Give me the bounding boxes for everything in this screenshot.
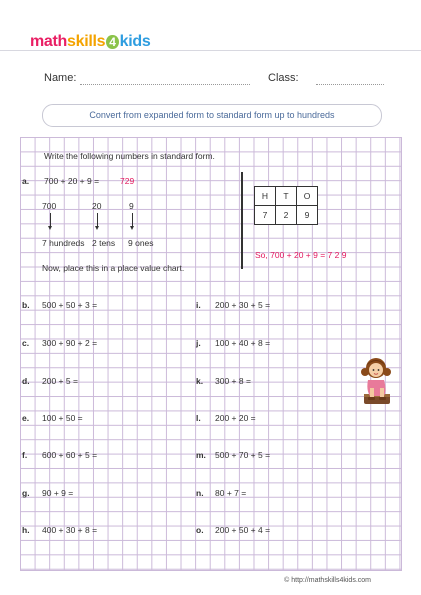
problem-label: j. bbox=[196, 338, 201, 348]
problem-expression: 100 + 40 + 8 = bbox=[215, 338, 271, 348]
class-label: Class: bbox=[268, 72, 299, 84]
expanded-part-hundreds: 700 bbox=[42, 201, 57, 211]
pv-digit-ones: 9 bbox=[297, 206, 318, 225]
pv-digit-hundreds: 7 bbox=[255, 206, 276, 225]
instruction-text: Write the following numbers in standard form. bbox=[44, 151, 215, 161]
pv-header-ones: O bbox=[297, 187, 318, 206]
graph-paper-grid bbox=[20, 137, 402, 571]
logo-part-kids: kids bbox=[119, 33, 151, 50]
site-logo bbox=[30, 33, 150, 51]
class-field[interactable] bbox=[316, 84, 384, 85]
problem-expression: 200 + 50 + 4 = bbox=[215, 525, 271, 535]
problem-expression: 600 + 60 + 5 = bbox=[42, 450, 98, 460]
problem-expression: 200 + 5 = bbox=[42, 376, 78, 386]
expanded-part-tens: 20 bbox=[92, 201, 102, 211]
expanded-part-ones: 9 bbox=[129, 201, 134, 211]
problem-expression: 400 + 30 + 8 = bbox=[42, 525, 98, 535]
logo-part-math: math bbox=[30, 33, 68, 50]
problem-label: g. bbox=[22, 488, 30, 498]
problem-expression: 500 + 70 + 5 = bbox=[215, 450, 271, 460]
logo-part-four: 4 bbox=[106, 35, 118, 49]
problem-label: l. bbox=[196, 413, 201, 423]
word-hundreds: 7 hundreds bbox=[42, 238, 85, 248]
pv-header-tens: T bbox=[276, 187, 297, 206]
problem-label: h. bbox=[22, 525, 30, 535]
girl-illustration bbox=[356, 350, 396, 406]
problem-label: c. bbox=[22, 338, 30, 348]
example-expression: 700 + 20 + 9 = bbox=[44, 176, 100, 186]
problem-label: o. bbox=[196, 525, 204, 535]
problem-expression: 200 + 30 + 5 = bbox=[215, 300, 271, 310]
problem-label: k. bbox=[196, 376, 204, 386]
problem-label: i. bbox=[196, 300, 201, 310]
example-result bbox=[255, 250, 346, 260]
problem-expression: 100 + 50 = bbox=[42, 413, 83, 423]
word-ones: 9 ones bbox=[128, 238, 154, 248]
place-value-note: Now, place this in a place value chart. bbox=[42, 263, 185, 273]
copyright-text: © http://mathskills4kids.com bbox=[284, 577, 371, 584]
example-result-prefix: So, 700 + 20 + 9 = bbox=[255, 250, 328, 260]
problem-expression: 500 + 50 + 3 = bbox=[42, 300, 98, 310]
header-divider bbox=[0, 50, 421, 51]
example-answer: 729 bbox=[120, 176, 135, 186]
problem-label: m. bbox=[196, 450, 206, 460]
logo-part-skills: skills bbox=[67, 33, 106, 50]
problem-expression: 90 + 9 = bbox=[42, 488, 74, 498]
problem-label: f. bbox=[22, 450, 28, 460]
problem-expression: 80 + 7 = bbox=[215, 488, 247, 498]
pv-digit-tens: 2 bbox=[276, 206, 297, 225]
problem-label: d. bbox=[22, 376, 30, 386]
place-value-chart bbox=[254, 186, 318, 225]
worksheet-title: Convert from expanded form to standard form up to hundreds bbox=[42, 104, 382, 127]
problem-expression: 300 + 8 = bbox=[215, 376, 251, 386]
divider-line bbox=[241, 172, 243, 269]
pv-header-hundreds: H bbox=[255, 187, 276, 206]
down-arrow-icon bbox=[97, 213, 98, 227]
word-tens: 2 tens bbox=[92, 238, 116, 248]
example-label: a. bbox=[22, 176, 30, 186]
name-field[interactable] bbox=[80, 84, 250, 85]
problem-label: n. bbox=[196, 488, 204, 498]
problem-expression: 300 + 90 + 2 = bbox=[42, 338, 98, 348]
example-result-value: 7 2 9 bbox=[327, 250, 347, 260]
down-arrow-icon bbox=[132, 213, 133, 227]
name-label: Name: bbox=[44, 72, 77, 84]
problem-label: e. bbox=[22, 413, 30, 423]
problem-label: b. bbox=[22, 300, 30, 310]
problem-expression: 200 + 20 = bbox=[215, 413, 256, 423]
down-arrow-icon bbox=[50, 213, 51, 227]
